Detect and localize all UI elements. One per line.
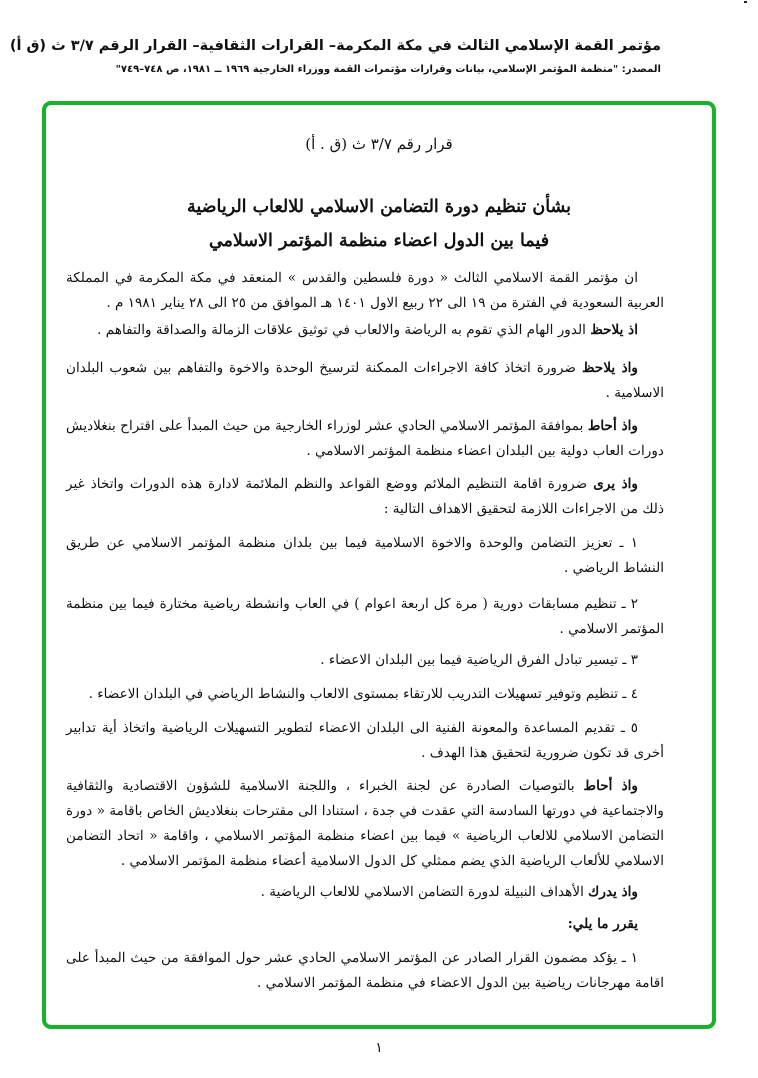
- paragraph-lead: اذ يلاحظ: [590, 322, 638, 338]
- paragraph-text: ان مؤتمر القمة الاسلامي الثالث « دورة فلسطين والقدس » المنعقد في مكة المكرمة في المملكة العربية السعودية في الفترة من ١٩ الى ٢٢ ربيع الاول ١٤٠١ هـ الموافق من ٢٥ الى ٢٨ يناير ١٩٨١ م .: [66, 270, 664, 311]
- paragraph-text: ٢ ـ تنظيم مسابقات دورية ( مرة كل اربعة اعوام ) في العاب وانشطة رياضية مختارة فيما بين منظمة المؤتمر الاسلامي .: [66, 596, 664, 637]
- paragraph-lead: واذ يرى: [593, 476, 638, 492]
- resolution-title-line1: بشأن تنظيم دورة التضامن الاسلامي للالعاب الرياضية: [186, 197, 572, 217]
- paragraph-lead: واذ أحاط: [587, 418, 638, 434]
- page-header-source: المصدر: "منظمة المؤتمر الإسلامي، بيانات وقرارات مؤتمرات القمة ووزراء الخارجية ١٩٦٩ ــ ١٩٨١، ص ٧٤٨–٧٤٩": [115, 64, 661, 75]
- paragraph: [66, 472, 664, 522]
- page-header-title: مؤتمر القمة الإسلامي الثالث في مكة المكرمة– القرارات الثقافية– القرار الرقم ٣/٧ ث (ق أ): [9, 38, 661, 54]
- paragraph-lead: يقرر ما يلي:: [567, 916, 638, 932]
- paragraph-text: الأهداف النبيلة لدورة التضامن الاسلامي للالعاب الرياضية .: [260, 884, 589, 900]
- scan-speck: [744, 1, 747, 3]
- paragraph-text: ضرورة اقامة التنظيم الملائم ووضع القواعد والنظم الملائمة لادارة هذه الدورات واتخاذ غير ذلك من الاجراءات اللازمة لتحقيق الاهداف التالية :: [66, 476, 664, 517]
- paragraph-text: بموافقة المؤتمر الاسلامي الحادي عشر لوزراء الخارجية من حيث المبدأ على اقتراح بنغلاديش دورات العاب دولية بين البلدان اعضاء منظمة المؤتمر الاسلامي .: [66, 418, 664, 459]
- paragraph-text: بالتوصيات الصادرة عن لجنة الخبراء ، واللجنة الاسلامية للشؤون الاقتصادية والثقافية والاجتماعية في دورتها السادسة التي عقدت في جدة ، استنادا الى مقترحات بنغلاديش الخاص باقامة « دورة التضامن الاسلامي للالعاب الرياضية » فيما بين اعضاء منظمة المؤتمر الاسلامي ، واقامة « اتحاد التضامن الاسلامي للألعاب الرياضية الذي يضم ممثلي كل الدول الاسلامية أعضاء منظمة المؤتمر الاسلامي .: [66, 778, 664, 869]
- paragraph: [66, 414, 664, 464]
- paragraph: [66, 318, 664, 343]
- goal-item: [66, 716, 664, 766]
- paragraph-text: الدور الهام الذي تقوم به الرياضة والالعاب في توثيق علاقات الزمالة والصداقة والتفاهم .: [97, 322, 591, 338]
- paragraph: [66, 356, 664, 406]
- goal-item: [66, 531, 664, 581]
- paragraph-lead: واذ يلاحظ: [582, 360, 638, 376]
- page-number: ١: [375, 1040, 383, 1056]
- paragraph: [66, 774, 664, 874]
- paragraph-text: ٣ ـ تيسير تبادل الفرق الرياضية فيما بين البلدان الاعضاء .: [320, 652, 638, 668]
- goal-item: [66, 592, 664, 642]
- paragraph: [66, 880, 664, 905]
- resolution-number: قرار رقم ٣/٧ ث (ق . أ): [305, 135, 453, 153]
- paragraph-lead: واذ أحاط: [583, 778, 638, 794]
- paragraph: [66, 266, 664, 316]
- goal-item: [66, 682, 664, 707]
- goal-item: [66, 648, 664, 673]
- paragraph-text: ١ ـ يؤكد مضمون القرار الصادر عن المؤتمر الاسلامي الحادي عشر حول الموافقة من حيث المبدأ على اقامة مهرجانات رياضية بين الدول الاعضاء في منظمة المؤتمر الاسلامي .: [66, 950, 664, 991]
- operative-heading: [66, 912, 664, 937]
- resolution-title-line2: فيما بين الدول اعضاء منظمة المؤتمر الاسلامي: [208, 231, 550, 251]
- paragraph-text: ضرورة اتخاذ كافة الاجراءات الممكنة لترسيخ الوحدة والاخوة والتفاهم بين شعوب البلدان الاسلامية .: [66, 360, 664, 401]
- paragraph-text: ٤ ـ تنظيم وتوفير تسهيلات التدريب للارتقاء بمستوى الالعاب والنشاط الرياضي في البلدان الاعضاء .: [88, 686, 638, 702]
- paragraph-lead: واذ يدرك: [588, 884, 638, 900]
- paragraph-text: ١ ـ تعزيز التضامن والوحدة والاخوة الاسلامية فيما بين بلدان منظمة المؤتمر الاسلامي عن طريق النشاط الرياضي .: [66, 535, 664, 576]
- operative-clause: [66, 946, 664, 996]
- paragraph-text: ٥ ـ تقديم المساعدة والمعونة الفنية الى البلدان الاعضاء لتطوير التسهيلات الرياضية واتخاذ أية تدابير أخرى قد تكون ضرورية لتحقيق هذا الهدف .: [66, 720, 664, 761]
